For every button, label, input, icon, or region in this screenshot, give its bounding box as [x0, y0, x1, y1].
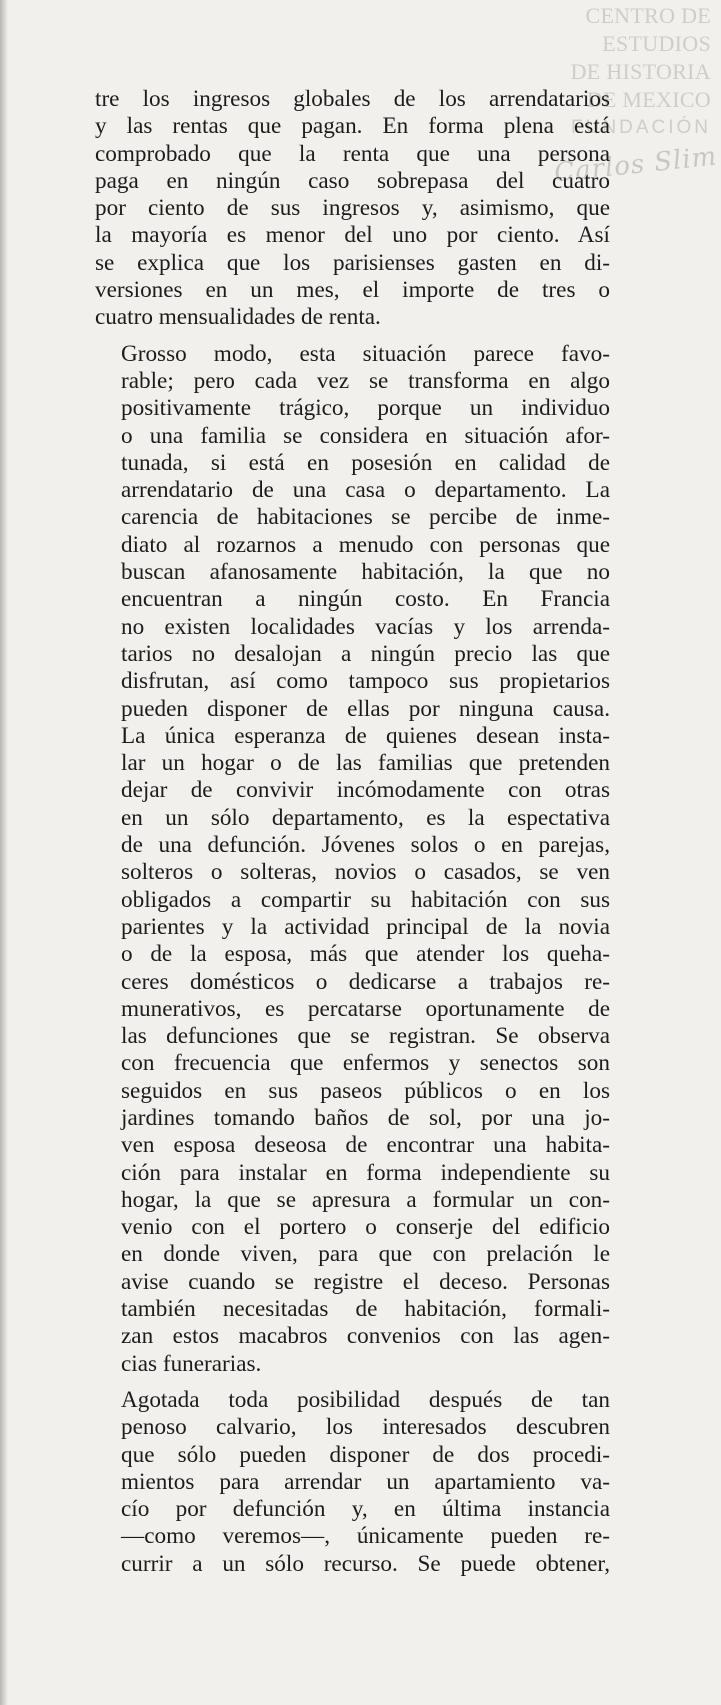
paragraph-3	[95, 1387, 610, 1578]
text-line: mientos para arrendar un apartamiento va-	[121, 1468, 610, 1495]
text-line: venio con el portero o conserje del edificio	[121, 1214, 610, 1241]
text-line: con frecuencia que enfermos y senectos son	[121, 1050, 610, 1077]
text-line: jardines tomando baños de sol, por una jo-	[121, 1104, 610, 1131]
watermark-line: DE MEXICO	[586, 87, 711, 112]
text-line: comprobado que la renta que una persona	[95, 140, 610, 167]
text-line: La única esperanza de quienes desean insta-	[121, 722, 610, 749]
body-text	[95, 86, 610, 1578]
text-line: —como veremos—, únicamente pueden re-	[121, 1523, 610, 1550]
text-line: también necesitadas de habitación, formali-	[121, 1296, 610, 1323]
text-line: seguidos en sus paseos públicos o en los	[121, 1077, 610, 1104]
text-line: avise cuando se registre el deceso. Personas	[121, 1268, 610, 1295]
text-line: Agotada toda posibilidad después de tan	[121, 1386, 610, 1413]
text-line: currir a un sólo recurso. Se puede obtener,	[121, 1550, 610, 1577]
text-line: solteros o solteras, novios o casados, se ven	[121, 859, 610, 886]
text-line: que sólo pueden disponer de dos procedi-	[121, 1441, 610, 1468]
text-line: dejar de convivir incómodamente con otras	[121, 777, 610, 804]
text-line: tarios no desalojan a ningún precio las que	[121, 640, 610, 667]
text-line: ción para instalar en forma independiente su	[121, 1159, 610, 1186]
text-line: no existen localidades vacías y los arrenda-	[121, 613, 610, 640]
text-line: Grosso modo, esta situación parece favo-	[121, 340, 610, 367]
text-line: diato al rozarnos a menudo con personas que	[121, 531, 610, 558]
text-line: munerativos, es percatarse oportunamente de	[121, 995, 610, 1022]
text-line: hogar, la que se apresura a formular un con-	[121, 1186, 610, 1213]
text-line: por ciento de sus ingresos y, asimismo, que	[95, 195, 610, 222]
text-line: buscan afanosamente habitación, la que no	[121, 559, 610, 586]
text-line: cuatro mensualidades de renta.	[95, 304, 381, 331]
text-line: de una defunción. Jóvenes solos o en parejas,	[121, 832, 610, 859]
text-line: ven esposa deseosa de encontrar una habita-	[121, 1132, 610, 1159]
text-line: arrendatario de una casa o departamento. La	[121, 477, 610, 504]
text-line: obligados a compartir su habitación con sus	[121, 886, 610, 913]
text-line: en un sólo departamento, es la espectativa	[121, 804, 610, 831]
text-line: versiones en un mes, el importe de tres o	[95, 277, 610, 304]
text-line: en donde viven, para que con prelación le	[121, 1241, 610, 1268]
text-line: las defunciones que se registran. Se observa	[121, 1023, 610, 1050]
page-edge-shadow	[0, 0, 8, 1705]
text-line: zan estos macabros convenios con las agen-	[121, 1323, 610, 1350]
text-line: y las rentas que pagan. En forma plena está	[95, 113, 610, 140]
watermark-line: DE HISTORIA	[570, 59, 711, 84]
text-line: penoso calvario, los interesados descubren	[121, 1414, 610, 1441]
text-line: lar un hogar o de las familias que pretenden	[121, 750, 610, 777]
text-line: disfrutan, así como tampoco sus propietarios	[121, 668, 610, 695]
text-line: o de la esposa, más que atender los queha-	[121, 941, 610, 968]
text-line: carencia de habitaciones se percibe de inme-	[121, 504, 610, 531]
text-line: se explica que los parisienses gasten en di-	[95, 249, 610, 276]
text-line: pueden disponer de ellas por ninguna causa.	[121, 695, 610, 722]
text-line: ceres domésticos o dedicarse a trabajos re-	[121, 968, 610, 995]
watermark-line: CENTRO DE	[585, 3, 711, 28]
watermark-line: ESTUDIOS	[602, 31, 711, 56]
text-line: o una familia se considera en situación afor-	[121, 422, 610, 449]
text-line: positivamente trágico, porque un individuo	[121, 395, 610, 422]
watermark-line: FUNDACIÓN	[571, 117, 711, 138]
text-line: tre los ingresos globales de los arrendatarios	[95, 86, 610, 112]
text-line: paga en ningún caso sobrepasa del cuatro	[95, 167, 610, 194]
text-line: la mayoría es menor del uno por ciento. Así	[95, 222, 610, 249]
paragraph-1	[95, 86, 610, 332]
paragraph-2	[95, 341, 610, 1378]
text-line: tunada, si está en posesión en calidad de	[121, 449, 610, 476]
text-line: cias funerarias.	[121, 1350, 262, 1377]
text-line: encuentran a ningún costo. En Francia	[121, 586, 610, 613]
watermark-signature: Carlos Slim	[552, 141, 719, 189]
text-line: cío por defunción y, en última instancia	[121, 1496, 610, 1523]
text-line: parientes y la actividad principal de la novia	[121, 913, 610, 940]
text-line: rable; pero cada vez se transforma en algo	[121, 367, 610, 394]
